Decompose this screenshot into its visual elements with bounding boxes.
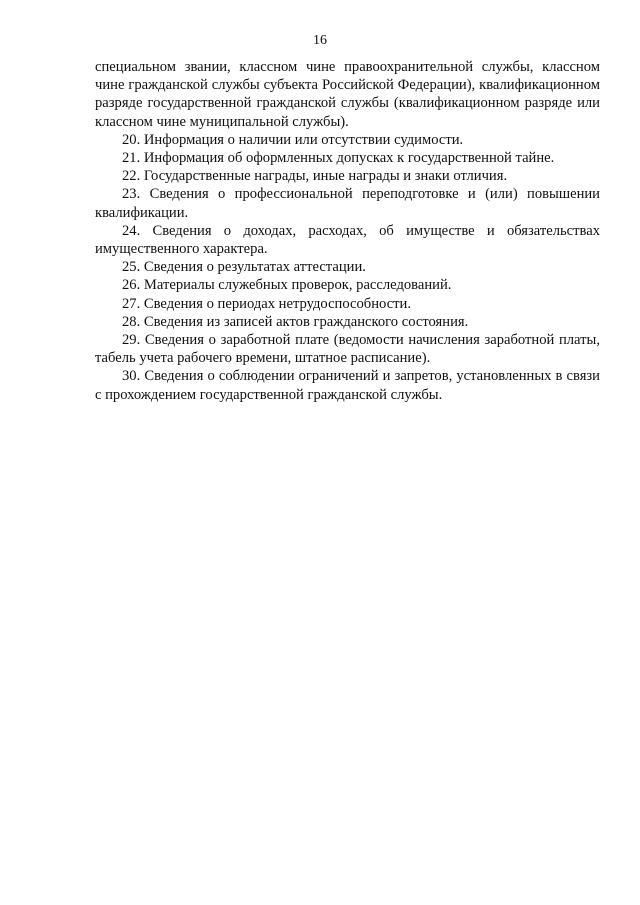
document-body (95, 58, 600, 404)
list-item-30: 30. Сведения о соблюдении ограничений и запретов, установленных в связи с прохождением государственной гражданской службы. (95, 368, 600, 403)
page-number: 16 (313, 33, 327, 48)
list-item-21: 21. Информация об оформленных допусках к государственной тайне. (122, 150, 555, 167)
list-item-27: 27. Сведения о периодах нетрудоспособности. (122, 295, 412, 312)
list-item-20: 20. Информация о наличии или отсутствии судимости. (122, 131, 464, 148)
list-item-25: 25. Сведения о результатах аттестации. (122, 259, 366, 276)
list-item-22: 22. Государственные награды, иные награды и знаки отличия. (122, 168, 508, 185)
list-item-29: 29. Сведения о заработной плате (ведомости начисления заработной платы, табель учета рабочего времени, штатное расписание). (95, 332, 600, 367)
list-item-28: 28. Сведения из записей актов гражданского состояния. (122, 313, 469, 330)
continuation-paragraph: специальном звании, классном чине правоохранительной службы, классном чине гражданской службы субъекта Российской Федерации), квалификационном разряде государственной гражданской службы (квалификационном разряде или классном чине муниципальной службы). (95, 59, 600, 130)
list-item-26: 26. Материалы служебных проверок, расследований. (122, 277, 452, 294)
list-item-24: 24. Сведения о доходах, расходах, об имуществе и обязательствах имущественного характера. (95, 222, 600, 258)
list-item-23: 23. Сведения о профессиональной переподготовке и (или) повышении квалификации. (95, 186, 600, 221)
